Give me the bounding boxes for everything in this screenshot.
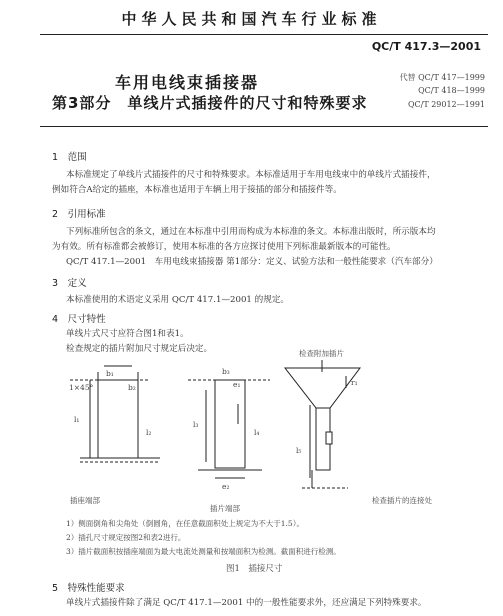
label-d: e₁ [233, 380, 241, 389]
label-l2: l₂ [146, 428, 152, 437]
caption-probe: 检查插片的连接处 [372, 496, 432, 505]
section-5-line-1: 单线片式插接件除了满足 QC/T 417.1—2001 中的一般性能要求外，还应满足下列特殊要求。 [66, 598, 427, 608]
standard-category-title: 中华人民共和国汽车行业标准 [121, 10, 382, 28]
replaces-line-1: 代替 QC/T 417—1999 [399, 73, 485, 82]
section-1-line-1: 本标准规定了单线片式插接件的尺寸和特殊要求。本标准适用于车用电线束中的单线片式插接件， [66, 170, 436, 180]
label-b3: b₃ [222, 367, 230, 376]
figure-note-2: 2）插孔尺寸规定按图2和表2进行。 [66, 533, 186, 542]
label-l1: l₁ [74, 415, 80, 424]
section-2-line-1: 下列标准所包含的条文，通过在本标准中引用而构成为本标准的条文。本标准出版时，所示版本均 [66, 227, 436, 237]
label-l5: l₅ [296, 446, 302, 455]
section-3-line-1: 本标准使用的术语定义采用 QC/T 417.1—2001 的规定。 [66, 295, 290, 305]
document-title: 车用电线束插接器 [115, 73, 260, 92]
label-d2: e₂ [222, 482, 230, 491]
label-l3: l₃ [193, 420, 199, 429]
section-3-heading: 3 定义 [52, 278, 87, 289]
label-b2: b₂ [128, 383, 136, 392]
caption-tab: 插片端部 [210, 504, 240, 513]
standard-number: QC/T 417.3—2001 [371, 40, 481, 53]
section-2-line-3: QC/T 417.1—2001 车用电线束插接器 第1部分：定义、试验方法和一般性能要求（汽车部分） [66, 257, 438, 267]
document-subtitle: 第3部分 单线片式插接件的尺寸和特殊要求 [52, 94, 368, 112]
figure-caption: 图1 插接尺寸 [226, 564, 283, 574]
section-1-heading: 1 范围 [52, 152, 87, 163]
section-4-line-2: 检查规定的插片附加尺寸规定后决定。 [66, 344, 213, 354]
figure-note-3: 3）插片截面积按插座端面为最大电流处测量和按端面积为检测。截面积进行检测。 [66, 547, 341, 556]
figure-note-1: 1）侧面倒角和尖角处（倒圆角，在任意截面积处上规定为不大于1.5）。 [66, 519, 304, 528]
replaces-line-2: QC/T 418—1999 [418, 86, 485, 95]
section-4-line-1: 单线片式尺寸应符合图1和表1。 [66, 329, 189, 339]
label-b1: b₁ [106, 369, 114, 378]
section-4-heading: 4 尺寸特性 [52, 314, 106, 325]
section-1-line-2: 例如符合A给定的插座，本标准也适用于车辆上用于接插的部分和插接件等。 [52, 185, 342, 195]
section-2-line-2: 为有效。所有标准都会被修订，使用本标准的各方应探讨使用下列标准最新版本的可能性。 [52, 242, 396, 252]
label-angle: 1×45° [69, 383, 94, 392]
label-l4: l₄ [254, 428, 260, 437]
section-2-heading: 2 引用标准 [52, 209, 106, 220]
section-5-heading: 5 特殊性能要求 [52, 583, 125, 594]
caption-probe-top: 检查附加插片 [299, 349, 344, 358]
replaces-line-3: QC/T 29012—1991 [407, 100, 485, 109]
caption-receptacle: 插座端部 [70, 496, 100, 505]
label-r: r₁ [351, 378, 358, 387]
